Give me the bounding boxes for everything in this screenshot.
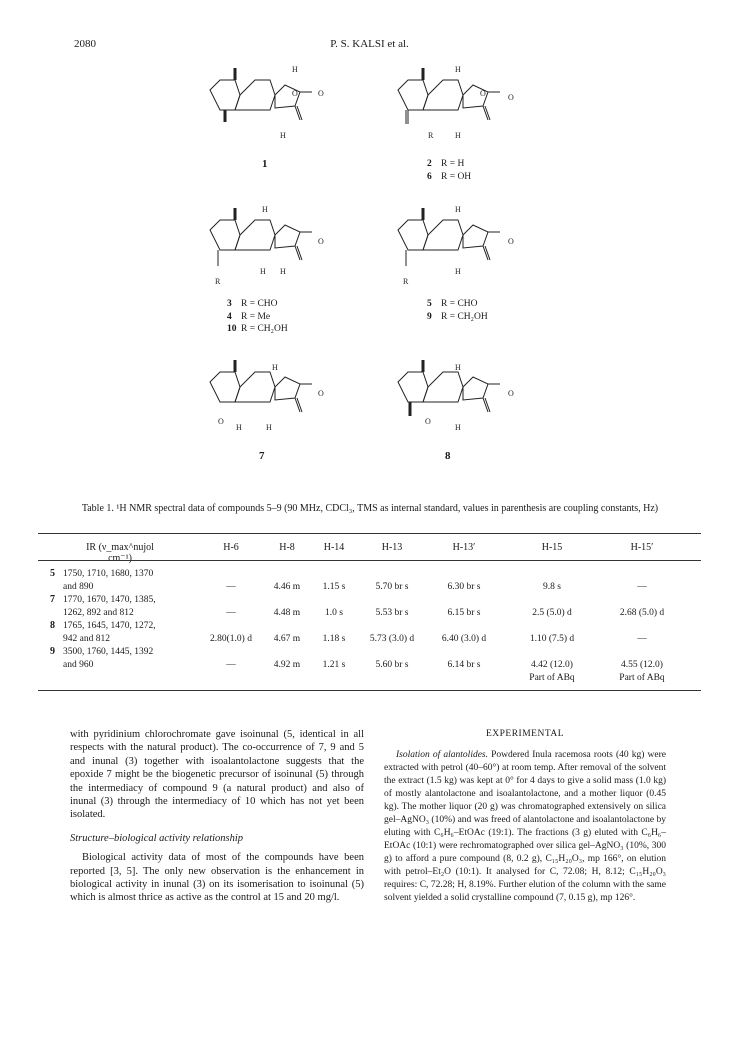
cell: 1.0 s — [325, 608, 343, 618]
table-row-7-num: 7 — [50, 594, 55, 605]
table-caption: Table 1. ¹H NMR spectral data of compounds 5–9 (90 MHz, CDCl₃, TMS as internal standard, values in parenthesis are coupling constants, Hz) — [81, 503, 659, 514]
structures-figure — [0, 0, 739, 480]
paragraph: Powdered Inula racemosa roots (40 kg) were extracted with petrol (40–60°) at room temp. After removal of the solvent the extract (1.5 kg) was kept at 0° for 4 days to give a solid mass (1.0 kg) of mostly alantolactone and isoalantolactone, and a mother liquor (0.45 kg). The mother liquor (20 g) was chromatographed extensively on silica gel–AgNO₃ (10%) and was freed of alantolactone and isoalantolactone by eluting with C₆H₆–EtOAc (19:1). The fractions (3 g) eluted with C₆H₆–EtOAc (10:1) were rechromatographed over silica gel–AgNO₃ (10%, 300 g) to afford a pure compound (8, 0.2 g), C₁₅H₂₀O₃, mp 166°, on elution with petrol–Et₂O (10:1). It analysed for C, 72.08; H, 8.12; C₁₅H₂₀O₃ requires: C, 72.28; H, 8.19%. Further elution of the column with the same solvent yielded a solid crystalline compound (7, 0.15 g), mp 126°. — [384, 750, 667, 903]
rgroups-3: 3 R = CHO 4 R = Me 10 R = CH₂OH — [227, 299, 288, 334]
cell: 5.60 br s — [375, 660, 409, 670]
table-row-9-num: 9 — [50, 646, 55, 657]
atom-H-7a: H — [272, 363, 278, 372]
col-header-h15p: H-15′ — [630, 542, 654, 553]
cell: 4.92 m — [273, 660, 301, 670]
compound-label-1: 1 — [262, 158, 268, 170]
compound-label-8: 8 — [445, 450, 451, 462]
cell: 6.15 br s — [447, 608, 481, 618]
atom-H-3a: H — [262, 205, 268, 214]
subsection-title: Isolation of alantolides. — [396, 750, 489, 760]
cell: — — [226, 660, 236, 670]
cell: 2.5 (5.0) d — [532, 608, 572, 618]
rgroups-2: 2 R = H 6 R = OH — [427, 159, 472, 182]
col-header-h13: H-13 — [381, 542, 403, 553]
cell: 4.67 m — [273, 634, 301, 644]
atom-R-3: R — [215, 277, 221, 286]
cell: 4.42 (12.0) Part of ABq — [529, 660, 575, 683]
running-head: P. S. KALSI et al. — [330, 38, 409, 50]
table-header-rule — [38, 560, 701, 561]
atom-H-2a: H — [455, 65, 461, 74]
cell: 4.48 m — [273, 608, 301, 618]
atom-O-2: O — [480, 89, 486, 98]
col-header-ir: IR (ν_max^nujol cm⁻¹) — [86, 542, 154, 564]
col-header-h15: H-15 — [541, 542, 563, 553]
section-heading: EXPERIMENTAL — [485, 729, 565, 739]
cell: — — [637, 582, 647, 592]
table-row-5-ir: 1750, 1710, 1680, 1370 and 890 — [63, 569, 154, 592]
atom-R-2: R — [428, 131, 434, 140]
cell: 2.68 (5.0) d — [619, 608, 665, 618]
atom-H-3b: H — [260, 267, 266, 276]
cell: — — [637, 634, 647, 644]
cell: 6.30 br s — [447, 582, 481, 592]
left-column — [70, 728, 364, 905]
cell: 1.15 s — [322, 582, 346, 592]
right-column — [384, 728, 666, 905]
col-header-h14: H-14 — [323, 542, 345, 553]
atom-Ocarb-8: O — [508, 389, 514, 398]
col-header-h13p: H-13′ — [452, 542, 476, 553]
atom-Ocarb-7: O — [318, 389, 324, 398]
atom-Ocarb-5: O — [508, 237, 514, 246]
cell: 2.80(1.0) d — [210, 634, 252, 644]
cell: 6.40 (3.0) d — [441, 634, 487, 644]
table-top-rule — [38, 533, 701, 534]
cell: 5.53 br s — [375, 608, 409, 618]
atom-H-5b: H — [455, 267, 461, 276]
cell: 4.55 (12.0) Part of ABq — [619, 660, 665, 683]
atom-O-8: O — [425, 417, 431, 426]
structure-3 — [210, 208, 312, 266]
atom-H-8b: H — [455, 423, 461, 432]
cell: 1.21 s — [322, 660, 346, 670]
atom-Ocarb-2: O — [508, 93, 514, 102]
paragraph: with pyridinium chlorochromate gave isoinunal (5, identical in all respects with the natural product). The co-occurrence of 7, 9 and 5 and inunal (3) together with isoalantolactone suggests that the epoxide 7 might be the biogenetic precursor of isoinunal (5) through the intermediacy of compound 9 (a natural product) and also of inunal (3) through the intermediacy of 10 which has not yet been isolated. — [70, 729, 364, 821]
atom-O-1: O — [292, 89, 298, 98]
cell: — — [226, 582, 236, 592]
table-row-8-num: 8 — [50, 620, 55, 631]
atom-H-7b: H — [236, 423, 242, 432]
atom-Ocarb-3: O — [318, 237, 324, 246]
col-header-h8: H-8 — [279, 542, 295, 553]
cell: 5.73 (3.0) d — [369, 634, 415, 644]
structure-7 — [210, 360, 312, 412]
structure-8 — [398, 360, 500, 416]
cell: 5.70 br s — [375, 582, 409, 592]
cell: — — [226, 608, 236, 618]
atom-R-5: R — [403, 277, 409, 286]
compound-label-7: 7 — [259, 450, 265, 462]
atom-H-7c: H — [266, 423, 272, 432]
atom-H-3c: H — [280, 267, 286, 276]
cell: 1.10 (7.5) d — [529, 634, 575, 644]
section-subheading: Structure–biological activity relationship — [70, 832, 244, 844]
table-bottom-rule — [38, 690, 701, 691]
structure-5 — [398, 208, 500, 266]
atom-H-1a: H — [292, 65, 298, 74]
page-number: 2080 — [74, 38, 96, 50]
cell: 6.14 br s — [447, 660, 481, 670]
atom-Ocarb-1: O — [318, 89, 324, 98]
atom-O-7: O — [218, 417, 224, 426]
paragraph: Biological activity data of most of the compounds have been reported [3, 5]. The only new observation is the enhancement in biological activity in inunal (3) on its isomerisation to isoinunal (5) which is almost thrice as active as the control at 15 and 20 mg/l. — [70, 852, 364, 904]
atom-H-5a: H — [455, 205, 461, 214]
rgroups-5: 5 R = CHO 9 R = CH₂OH — [427, 299, 488, 322]
table-row-9-ir: 3500, 1760, 1445, 1392 and 960 — [63, 647, 154, 670]
atom-H-2b: H — [455, 131, 461, 140]
atom-H-1b: H — [280, 131, 286, 140]
cell: 9.8 s — [543, 582, 561, 592]
cell: 1.18 s — [322, 634, 346, 644]
cell: 4.46 m — [273, 582, 301, 592]
table-row-8-ir: 1765, 1645, 1470, 1272, 942 and 812 — [63, 621, 156, 644]
atom-H-8a: H — [455, 363, 461, 372]
col-header-h6: H-6 — [223, 542, 239, 553]
table-row-7-ir: 1770, 1670, 1470, 1385, 1262, 892 and 812 — [63, 595, 156, 618]
table-row-5-num: 5 — [50, 568, 55, 579]
